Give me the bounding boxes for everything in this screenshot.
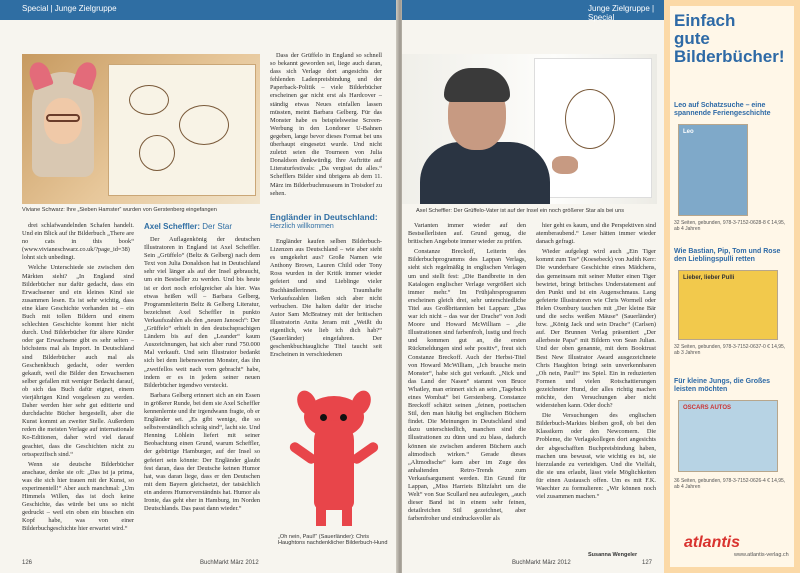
dog-leg-left [316, 502, 326, 526]
ad-title-line: Bilderbücher! [674, 47, 785, 66]
paragraph: hier geht es kaum, und die Perspektiven sind atemberaubend.“ Leser hätten immer wieder danach gefragt. [536, 222, 656, 246]
creature-caption: „Oh nein, Paul!“ (Sauerländer): Chris Haughtons nachdenklicher Bilderbuch-Hund [278, 534, 388, 546]
ad-book3-title: Für kleine Jungs, die Großes leisten möchten [674, 378, 771, 393]
left-header-text: Special | Junge Zielgruppe [22, 4, 117, 13]
red-dog-illustration [278, 390, 388, 530]
paragraph: Welche Unterschiede sie zwischen den Märkten sieht? „In England sind Bilderbücher nur dafür gedacht, dass ein Erwachsener und ein kleines Kind sie zusammen lesen. Es ist sehr wichtig, dass eine klare Geschichte vorhanden ist – ein Buch mit tollen Bildern und einem schlechten Geschichte kommt hier nicht durch. Und Bilderbücher für ältere Kinder oder gar Erwachsene gibt es sehr selten – höchstens mal als Import. In Deutschland sind Bilderbücher auch mal als Geschenkbuch gedacht, oder werden gekauft, weil die Bilder den Erwachsenen selber gefallen mit weniger Bedacht darauf, ob sich das Buch dafür eignet, einem vierjährigen Kind vorgelesen zu werden. Daher werden hier sehr gut editierte und durchdachte Bücher hergestellt, aber die Kunst kommt an zweiter Stelle. Außerdem reden die meisten Verlage auf internationale Ko-Editionen, daher wird viel darauf geachtet, dass die Geschichten nicht zu ortsspezifisch sind.“ [22, 264, 134, 458]
paragraph: Engländer kaufen selben Bilderbuch-Lizenzen aus Deutschland – wie aber sieht es umgekehrt aus? Große Namen wie Anthony Brown, Lauren Child oder Tony Ross wurden in der Kritik immer wieder gefeiert und sind Lieblinge vieler Buchhändlerinnen. Traumhafte Verkaufszahlen ließen sich aber nicht verbuchen. Die halten dafür der irische Autor Sam McBratney mit der britischen Illustratorin Anita Jeram mit „Weißt du eigentlich, wie lieb ich dich hab?“ (Sauerländer) eingefahren. Der geschenkbuchtaugliche Titel taucht seit Erscheinen in verschiedenen [270, 238, 382, 359]
paragraph: Varianten immer wieder auf den Bestsellerlisten auf. Grund genug, die britischen Angebote immer wieder zu prüfen. [408, 222, 526, 246]
man-hand [552, 156, 578, 174]
ad-book3-cover [678, 400, 778, 472]
dog-eye-left [320, 414, 327, 421]
section-subheading: Herzlich willkommen [270, 223, 334, 230]
ad-book2-cover-title: Lieber, lieber Pulli [683, 275, 735, 281]
doodle-1 [129, 85, 169, 115]
col2-heading-rest: Der Star [200, 222, 233, 231]
ad-title [674, 12, 790, 66]
paragraph: Constanze Breckoff, Leiterin des Bilderbuchprogramms des Lappan Verlags, sieht sich regelmäßig in englischen Verlagen um und stellt fest: „Die Bandbreite in den Katalogen englischer Verlage vergrößert sich immer mehr.“ Im Frühjahrsprogramm erscheinen gleich drei, sehr unterschiedliche Titel aus Großbritannien bei Lappan: „Das war ich nicht – das war der Drache“ von Jodi Moore und Howard McWilliam – „die Illustrationen sind farbenfroh, lustig und frech und kommen gut an, die ersten Rückmeldungen sind sehr positiv“, freut sich Constanze Breckoff. Auch der Herbst-Titel von Howard McWilliam, „Ich brauche mein Monster“, habe sich gut verkauft. „Nick und das Land der Nasen“ stammt von Bruce Whatley, man erinnert sich an sein „Tagebuch eines Wombat“ bei Gerstenberg. Constanze Breckoff schätzt seinen „feinen, poetischen Stil, den man häufig bei englischen Büchern findet. Die Meinungen in Deutschland sind dazu unterschiedlich, manchen sind die Illustrationen zu dünn und zu blass, dadurch können sie zwischen anderen Büchern auch altmodisch wirken.“ Gerade dieses „Altmodische“ kam aber im Zuge des anhaltenden Retro-Trends zum Verkaufsargument werden. Ein Grund für Lappan, „Miss Harriets Blitzfahrt um die Welt“ von Sue Scullard neu aufzulegen, „auch dieser Band ist in einem sehr feinen, detailreichen Stil gezeichnet, aber farbenfroher und eindrucksvoller als [408, 248, 526, 523]
paragraph: drei schlafwandelnden Schafen handelt. Und ein Blick auf ihr Bilderbuch „There are no cats in this book“ (www.vivianeschwarz.co.uk/?page_id=38) lohnt sich unbedingt. [22, 222, 134, 262]
man-hair [444, 68, 510, 102]
ad-book1-title: Leo auf Schatzsuche – eine spannende Feriengeschichte [674, 102, 771, 117]
dog-eye-right [340, 414, 347, 421]
drawing-sheet [534, 58, 652, 198]
left-page [0, 0, 398, 573]
ad-book2-cover [678, 270, 778, 340]
dog-arm-right [350, 440, 380, 465]
paragraph: Wenn sie deutsche Bilderbücher anschaue, denke sie oft: „Das ist ja prima, was die sich hier trauen mit der Kunst, so experimentell!“ Aber auch manchmal: „Um Himmels Willen, das ist doch keine Geschichte, das würde bei uns so nicht gedruckt – weil ein oben ein bisschen ein Kopf habe, was von einer Bilderbuchgeschichte hier erwartet wird.“ [22, 460, 134, 533]
drawing-board [108, 64, 256, 196]
right-page [402, 0, 664, 573]
axel-scheffler-photo [402, 54, 657, 204]
col2-heading-name: Axel Scheffler: [144, 222, 201, 231]
left-header-bar [0, 0, 398, 20]
right-col-1 [408, 222, 526, 560]
author-name: Susanna Wengeler [588, 552, 638, 558]
right-header-bar [402, 0, 664, 20]
right-photo-caption: Axel Scheffler: Der Grüffelo-Vater ist auf der Insel ein noch größerer Star als bei uns [416, 208, 625, 214]
left-folio-number: 126 [22, 560, 33, 566]
paragraph: Der Auflagenkönig der deutschen Illustratoren in England ist Axel Scheffler. Sein „Grüffelo“ (Beltz & Gelberg) nach dem Text von Julia Donaldson hat in Deutschland sehr viel länger als auf der Insel gebraucht, um ein Bestseller zu werden. Und bis heute ist er dort noch erfolgreicher als hier. Was etwas heißen will – Barbara Gelberg, Programmleiterin Beltz & Gelberg Literatur, bezeichnet Axel Scheffler in punkto Verkaufszahlen als den „neuen Janosch“: Der „Grüffelo“ erhielt in den deutschsprachigen Ländern bis auf den „Leander“ kaum Auszeichnungen, hat sich aber rund 750.000 Mal verkauft. Und sein Illustrator bedankt sich bei dem liebenswerten Monster, das ihn „zweifellos weit nach vorn gebracht“ habe, indem er es in jedem seiner neuen Bilderbücher irgendwo versteckt. [144, 236, 260, 389]
left-col-top-right [270, 52, 382, 200]
left-col-1 [22, 222, 134, 560]
ad-book3-meta: 36 Seiten, gebunden, 978-3-7152-0626-4 € 14,95, ab 4 Jahren [674, 478, 786, 490]
sheet-doodle [565, 89, 615, 149]
right-col-2 [536, 222, 656, 552]
ad-book1-cover-title: Leo [683, 129, 694, 135]
doodle-3 [139, 135, 175, 171]
col2-heading [144, 222, 260, 232]
paragraph: Wieder aufgelegt wird auch „Ein Tiger kommt zum Tee“ (Koesebeck) von Judith Kerr: Die wunderbare Geschichte eines Mädchens, das gemeinsam mit seiner Mutter einen Tiger bewirtet, bringt britisches Understatement auf den Punkt und ist ein Augenschmaus. Lang gefeierte Illustratoren wie Chris Wormell oder Helen Oxenbury tauchen mit „Der kleine Bär und die sechs weißen Mäuse“ (Sauerländer) bzw. „König Jack und sein Drache“ (Carlsen) auf. Der Brunnen Verlag präsentiert „Der allerbeste Papa“ mit Bildern von Sean Julian. Und der oben genannte, mit dem Booktrust Best New Illustrator Award ausgezeichnete Chris Haughton bringt sein unverkennbaren „Oh nein, Paul!“ ins Spiel. Ein in reduzierten Formen und vielen Rotschattierungen gezeichneter Hund, der alles richtig machen möchte, den Versuchungen aber nicht widerstehen kann. Oder doch? [536, 248, 656, 410]
dog-leg-right [342, 502, 352, 526]
ad-book2-meta: 32 Seiten, gebunden, 978-3-7152-0637-0 € 14,95, ab 3 Jahren [674, 344, 786, 356]
doodle-2 [179, 105, 229, 145]
section-heading: Engländer in Deutschland: [270, 212, 378, 222]
viviane-schwarz-photo [22, 54, 260, 204]
ad-url: www.atlantis-verlag.ch [734, 552, 789, 558]
left-col-right-below [270, 238, 382, 388]
atlantis-advertisement [664, 0, 800, 573]
paragraph: Barbara Gelberg erinnert sich an ein Essen in größerer Runde, bei dem sie Axel Scheffler kennenlernte und ihr irgendwann fragte, ob er Engländer sei. „Es gibt wenige, die so selbstverständlich schräg sind“, lacht sie. Und Henning Löhlein liefert mit seiner Beobachtung einen Grund, warum Scheffler, der gebürtige Hamburger, auf der Insel so gefeiert sein könnte: Der Engländer glaubt fest daran, dass der Deutsche keinen Humor hat, was daran liege, dass er den Deutschen mit dem Bayern gleichsetzt, der tatsächlich ein anderes Humorverständnis hat. Humor als Ironie, das geht eher in Hamburg, im Norden Deutschlands. Das passt dann wieder.“ [144, 391, 260, 513]
section-heading-block [270, 212, 382, 230]
right-header-text: Junge Zielgruppe | Special [588, 4, 655, 22]
dog-body [314, 420, 354, 510]
ad-book1-cover [678, 124, 748, 216]
ad-title-line: gute [674, 29, 710, 48]
ad-book1-meta: 32 Seiten, gebunden, 978-3-7152-0628-8 € 14,95, ab 4 Jahren [674, 220, 786, 232]
ad-book3-cover-title: OSCARS AUTOS [683, 405, 732, 411]
right-folio-number: 127 [642, 560, 653, 566]
left-photo-caption: Viviane Schwarz: Ihre „Sieben Hamster“ wurden von Gerstenberg eingefangen [22, 207, 217, 213]
man-body [420, 142, 550, 204]
ad-book2-title: Wie Bastian, Pip, Tom und Rose den Lieblingspulli retten [674, 248, 781, 263]
paragraph: Dass der Grüffelo in England so schnell so bekannt geworden sei, liege auch daran, dass sich Verlage dort angesichts der fehlenden Ladenpreisbindung und der Paperback-Politik – viele Bilderbücher erscheinen gar nicht erst als Hardcover – ständig etwas Neues einfallen lassen müssten, meint Barbara Gelberg. Für das Monster habe es beispielsweise Screen-Werbung in den Londoner U-Bahnen gegeben, lange bevor dieses Format bei uns überhaupt eingesetzt wurde. Und nicht zuletzt seien die Tourneen von Julia Donaldson denkwürdig. Ihre Auftritte auf Literaturfestivals: „Da vergisst du alles.“ Schefflers Bilder sind übrigens ab dem 11. März im Bilderbuchmuseum in Troisdorf zu sehen. [270, 52, 382, 197]
paragraph: Die Versuchungen des englischen Bilderbuch-Marktes bleiben groß, ob bei den Klassikern oder den Newcomern. Die Probleme, die Verlagskollegen dort angesichts der abgeschafften Buchpreisbindung haben, machen uns bewusst, wie wichtig es ist, sie hierzulande zu verteidigen. Und die Vielfalt, die sie uns erlaubt, lässt viele Möglichkeiten für einen Austausch offen. Um es mit F.K. Waechter zu formulieren: „Wir können noch viel zusammen machen.“ [536, 412, 656, 501]
atlantis-logo: atlantis [684, 534, 741, 551]
right-folio-mag: BuchMarkt März 2012 [512, 560, 571, 566]
left-folio-mag: BuchMarkt März 2012 [200, 560, 259, 566]
left-col-2 [144, 222, 260, 560]
glasses-shape [46, 114, 80, 122]
ad-title-line: Einfach [674, 11, 736, 30]
